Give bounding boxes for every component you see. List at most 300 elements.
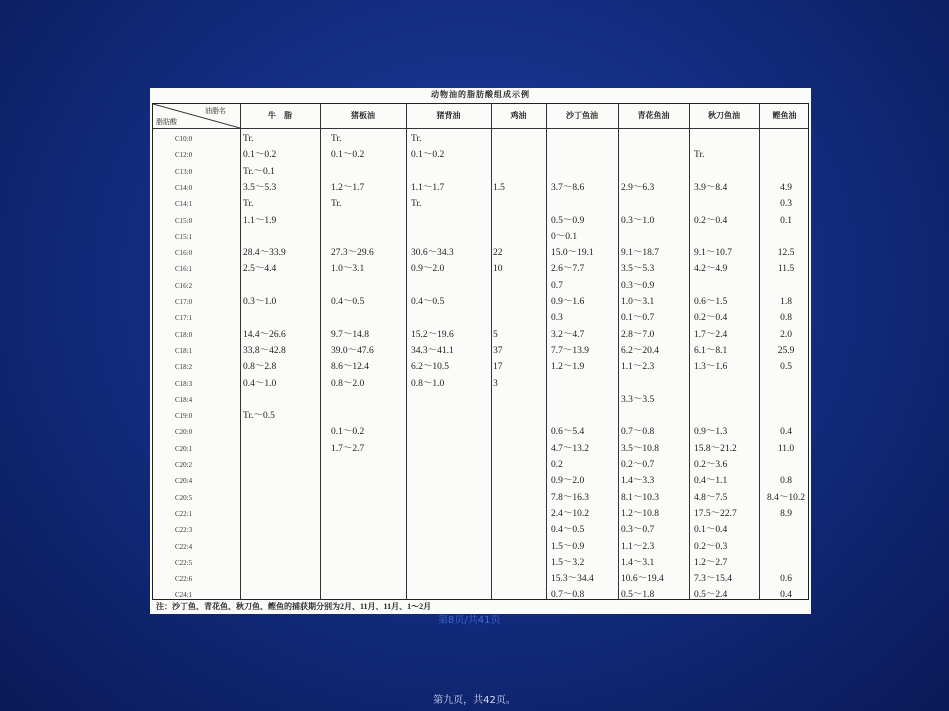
table-cell — [621, 408, 687, 424]
table-cell — [764, 408, 808, 424]
table-cell: 1.4～3.1 — [621, 557, 655, 568]
table-cell — [411, 164, 481, 180]
table-cell — [411, 424, 481, 440]
table-cell — [411, 473, 481, 489]
header-divider — [153, 128, 808, 129]
table-cell: 0.5 — [780, 362, 792, 373]
table-cell: 8.9 — [780, 508, 792, 519]
table-cell: 0.8～2.0 — [331, 378, 365, 389]
document-page-indicator: 第8页/共41页 — [438, 615, 501, 626]
fatty-acid-label: C14:1 — [175, 200, 193, 209]
table-cell — [621, 376, 687, 392]
table-cell — [621, 196, 687, 212]
table-cell: 33.8～42.8 — [243, 345, 286, 356]
table-cell — [764, 147, 808, 163]
table-cell: 4.9 — [780, 182, 792, 193]
fatty-acid-label: C20:2 — [175, 461, 193, 469]
table-cell — [243, 441, 315, 457]
table-row — [153, 213, 808, 229]
table-cell — [694, 229, 760, 245]
table-cell — [331, 490, 403, 506]
table-cell: 6.2～20.4 — [621, 345, 660, 356]
table-cell: 2.0 — [780, 329, 792, 340]
table-cell: 0.4～0.5 — [411, 297, 445, 307]
table-cell: 0～0.1 — [551, 231, 578, 242]
column-header-lard-leaf: 猪板油 — [351, 111, 375, 120]
table-cell: 7.3～15.4 — [694, 574, 733, 585]
table-cell: 1.1～2.3 — [621, 541, 655, 552]
column-header-sardine-oil: 沙丁鱼油 — [566, 111, 598, 120]
table-cell — [411, 441, 481, 457]
table-cell: 1.2～1.9 — [551, 362, 585, 373]
table-cell — [331, 310, 403, 326]
table-cell — [243, 310, 315, 326]
table-cell: 1.5～0.9 — [551, 541, 585, 552]
table-cell: 1.1～1.7 — [411, 182, 445, 193]
table-cell — [243, 555, 315, 571]
table-cell: 30.6～34.3 — [411, 248, 454, 259]
table-cell: 2.5～4.4 — [243, 264, 277, 275]
table-cell — [694, 376, 760, 392]
table-row — [153, 147, 808, 163]
table-cell — [493, 424, 533, 440]
table-cell: 11.5 — [777, 264, 795, 275]
table-cell — [243, 506, 315, 522]
table-cell — [411, 408, 481, 424]
table-cell — [493, 490, 533, 506]
table-cell: 0.5～2.4 — [694, 590, 728, 601]
table-cell: 1.7～2.7 — [331, 443, 365, 454]
table-cell — [493, 392, 533, 408]
table-cell — [331, 392, 403, 408]
fatty-acid-label: C20:1 — [175, 444, 193, 453]
table-cell — [331, 539, 403, 555]
table-cell — [493, 571, 533, 587]
table-cell: 37 — [493, 345, 503, 356]
table-cell: 3.7～8.6 — [551, 182, 585, 193]
table-cell — [551, 196, 617, 212]
table-cell: 0.1～0.2 — [411, 150, 445, 161]
fatty-acid-label: C18:0 — [175, 330, 193, 339]
table-cell — [411, 522, 481, 538]
table-cell — [493, 539, 533, 555]
table-cell: 0.4～0.5 — [331, 297, 365, 307]
fatty-acid-label: C15:1 — [175, 232, 193, 241]
fatty-acid-label: C16:1 — [175, 265, 193, 274]
table-cell: 0.3～1.0 — [243, 297, 277, 307]
table-cell — [493, 147, 533, 163]
table-cell — [493, 441, 533, 457]
table-cell: Tr. — [694, 150, 705, 161]
column-header-bonito-oil: 鲣鱼油 — [772, 111, 797, 120]
table-row — [153, 522, 808, 538]
table-cell — [493, 196, 533, 212]
table-cell — [331, 408, 403, 424]
table-cell — [764, 392, 808, 408]
fatty-acid-label: C15:0 — [175, 216, 193, 225]
fatty-acid-label: C16:2 — [175, 281, 193, 290]
table-cell: 1.1～2.3 — [621, 362, 655, 373]
fatty-acid-label: C17:1 — [175, 314, 193, 323]
table-cell: 0.6～5.4 — [551, 427, 585, 438]
table-row — [153, 261, 808, 277]
table-cell — [764, 278, 808, 294]
table-cell — [493, 131, 533, 147]
table-cell: 0.8 — [780, 313, 792, 324]
table-cell: 1.2～2.7 — [694, 557, 728, 568]
table-cell — [243, 539, 315, 555]
table-cell: 15.0～19.1 — [551, 248, 594, 259]
table-cell: 0.1～0.2 — [331, 427, 365, 438]
table-row — [153, 327, 808, 343]
table-cell: 14.4～26.6 — [243, 329, 286, 340]
fatty-acid-label: C22:5 — [175, 558, 193, 567]
fatty-acid-label: C18:1 — [175, 346, 193, 355]
table-cell: 0.9～2.0 — [551, 476, 585, 487]
fatty-acid-label: C14:0 — [175, 183, 193, 192]
table-cell: 2.4～10.2 — [551, 508, 590, 519]
table-cell — [411, 571, 481, 587]
table-cell — [551, 131, 617, 147]
table-cell: 17 — [493, 362, 503, 373]
table-cell: 0.1～0.7 — [621, 313, 655, 324]
table-cell: 0.4～1.0 — [243, 378, 277, 389]
table-cell — [694, 164, 760, 180]
table-cell: 12.5 — [777, 248, 795, 259]
table-cell: 10.6～19.4 — [621, 574, 664, 585]
table-cell: 6.2～10.5 — [411, 362, 450, 373]
table-cell: 0.9～2.0 — [411, 264, 445, 275]
table-row — [153, 359, 808, 375]
table-cell — [243, 424, 315, 440]
table-cell: 1.7～2.4 — [694, 329, 728, 340]
table-cell — [243, 392, 315, 408]
table-row — [153, 343, 808, 359]
table-cell — [243, 473, 315, 489]
table-cell — [694, 196, 760, 212]
table-cell — [411, 278, 481, 294]
table-cell: 3.3～3.5 — [621, 394, 655, 405]
table-cell — [493, 310, 533, 326]
table-cell: 1.2～10.8 — [621, 508, 660, 519]
fatty-acid-label: C17:0 — [175, 298, 193, 306]
table-cell — [551, 408, 617, 424]
table-cell — [411, 539, 481, 555]
table-cell: 39.0～47.6 — [331, 345, 374, 356]
table-cell: 0.4～1.1 — [694, 476, 728, 487]
table-cell — [493, 278, 533, 294]
table-cell: 9.1～10.7 — [694, 248, 733, 259]
table-cell: 3 — [493, 378, 498, 389]
table-row — [153, 473, 808, 489]
table-cell: 0.9～1.6 — [551, 297, 585, 307]
table-cell — [694, 131, 760, 147]
table-cell: 0.1～0.4 — [694, 525, 728, 536]
table-cell — [621, 147, 687, 163]
table-cell: 22 — [493, 248, 503, 259]
table-cell: Tr.～0.1 — [243, 166, 275, 177]
table-cell: 0.7～0.8 — [551, 590, 585, 601]
table-cell — [243, 229, 315, 245]
table-cell — [694, 278, 760, 294]
table-cell — [331, 522, 403, 538]
column-header-lard-back: 猪背油 — [436, 111, 461, 120]
table-cell: 0.5～0.9 — [551, 215, 585, 226]
table-cell — [764, 555, 808, 571]
table-cell — [331, 473, 403, 489]
table-cell: 1.0～3.1 — [331, 264, 365, 275]
fatty-acid-label: C20:4 — [175, 477, 193, 486]
table-cell: 27.3～29.6 — [331, 248, 374, 259]
fatty-acid-label: C13:0 — [175, 167, 193, 176]
table-cell: 0.7 — [551, 280, 563, 291]
table-cell: 6.1～8.1 — [694, 345, 728, 356]
fatty-acid-label: C22:1 — [175, 509, 193, 518]
table-cell — [331, 213, 403, 229]
column-header-mackerel-oil: 青花鱼油 — [637, 111, 670, 120]
table-cell — [764, 376, 808, 392]
table-cell: 0.1～0.2 — [243, 150, 277, 161]
table-cell: 0.4 — [780, 427, 792, 438]
table-cell: 1.3～1.6 — [694, 362, 728, 373]
table-cell: 1.2～1.7 — [331, 182, 365, 193]
table-cell: 34.3～41.1 — [411, 345, 454, 356]
table-cell — [493, 408, 533, 424]
fatty-acid-label: C22:4 — [175, 542, 193, 551]
fatty-acid-label: C22:6 — [175, 575, 193, 584]
table-cell: 3.5～10.8 — [621, 443, 660, 454]
table-cell: 1.4～3.3 — [621, 476, 655, 487]
table-cell: 0.6～1.5 — [694, 297, 728, 307]
table-cell: 2.9～6.3 — [621, 182, 655, 193]
table-cell: 3.5～5.3 — [243, 182, 277, 193]
fatty-acid-label: C10:0 — [175, 135, 193, 143]
corner-header-oil: 油脂名 — [205, 107, 226, 115]
table-cell — [493, 522, 533, 538]
table-cell — [411, 555, 481, 571]
table-cell: 0.3～1.0 — [621, 215, 655, 226]
fatty-acid-label: C18:3 — [175, 379, 193, 388]
table-cell — [243, 278, 315, 294]
table-cell: 0.8～1.0 — [411, 378, 445, 389]
table-cell — [621, 229, 687, 245]
table-cell — [493, 473, 533, 489]
table-cell: 0.4～0.5 — [551, 525, 585, 536]
table-cell — [243, 571, 315, 587]
table-cell: 4.2～4.9 — [694, 264, 728, 275]
table-cell — [493, 294, 533, 310]
table-cell: 1.5～3.2 — [551, 557, 585, 568]
table-cell: 0.3 — [551, 313, 563, 324]
table-cell: 0.2～3.6 — [694, 460, 728, 470]
table-cell — [411, 457, 481, 473]
table-cell — [331, 164, 403, 180]
table-title: 动物油的脂肪酸组成示例 — [431, 90, 530, 99]
table-cell — [551, 164, 617, 180]
table-cell: 0.7～0.8 — [621, 427, 655, 438]
corner-header-fatty-acid: 脂肪酸 — [156, 118, 177, 126]
table-cell — [411, 229, 481, 245]
table-cell — [411, 490, 481, 506]
table-row — [153, 245, 808, 261]
table-cell — [764, 522, 808, 538]
table-cell — [551, 392, 617, 408]
table-cell — [694, 392, 760, 408]
fatty-acid-label: C16:0 — [175, 249, 193, 258]
table-row — [153, 490, 808, 506]
table-cell: 25.9 — [777, 345, 795, 356]
table-cell — [621, 131, 687, 147]
fatty-acid-label: C18:2 — [175, 363, 193, 372]
table-cell: 2.8～7.0 — [621, 329, 655, 340]
table-cell: 7.8～16.3 — [551, 492, 590, 503]
table-row — [153, 180, 808, 196]
table-cell: Tr. — [411, 134, 422, 144]
table-row — [153, 392, 808, 408]
table-cell: 4.7～13.2 — [551, 443, 590, 454]
table-cell: 15.2～19.6 — [411, 329, 454, 340]
table-cell — [551, 376, 617, 392]
table-row — [153, 310, 808, 326]
table-cell: 15.8～21.2 — [694, 443, 737, 454]
table-row — [153, 555, 808, 571]
table-cell: 5 — [493, 329, 498, 340]
table-cell: Tr. — [331, 199, 342, 210]
table-cell: 10 — [493, 264, 503, 275]
slide-page-footer: 第九页，共42页。 — [433, 695, 516, 706]
table-cell — [331, 278, 403, 294]
table-cell — [493, 229, 533, 245]
table-row — [153, 196, 808, 212]
table-cell — [411, 392, 481, 408]
table-cell — [331, 555, 403, 571]
table-cell — [551, 147, 617, 163]
fatty-acid-label: C19:0 — [175, 412, 193, 421]
column-header-saury-oil: 秋刀鱼油 — [708, 111, 740, 120]
table-cell — [411, 506, 481, 522]
table-cell: 0.2～0.4 — [694, 313, 728, 324]
table-cell — [764, 164, 808, 180]
table-cell: 9.7～14.8 — [331, 329, 370, 340]
table-cell — [411, 213, 481, 229]
table-row — [153, 539, 808, 555]
table-cell: 0.8～2.8 — [243, 362, 277, 373]
table-cell — [493, 506, 533, 522]
table-cell — [493, 164, 533, 180]
table-cell: 0.3 — [780, 199, 792, 210]
table-cell: 1.0～3.1 — [621, 297, 655, 307]
table-row — [153, 457, 808, 473]
table-cell — [493, 555, 533, 571]
table-row — [153, 294, 808, 310]
fatty-acid-label: C12:0 — [175, 151, 193, 160]
table-cell — [493, 587, 533, 603]
table-cell — [411, 310, 481, 326]
table-cell: 3.2～4.7 — [551, 329, 585, 340]
table-cell: 28.4～33.9 — [243, 248, 286, 259]
table-cell: 8.6～12.4 — [331, 362, 370, 373]
table-cell: 1.8 — [780, 297, 792, 307]
table-cell — [764, 539, 808, 555]
table-cell: 9.1～18.7 — [621, 248, 660, 259]
table-cell: 0.5～1.8 — [621, 590, 655, 601]
table-cell: 8.4～10.2 — [766, 492, 805, 503]
table-cell: 3.9～8.4 — [694, 182, 728, 193]
table-row — [153, 229, 808, 245]
table-cell — [331, 571, 403, 587]
table-cell: Tr. — [331, 134, 342, 144]
table-cell: 15.3～34.4 — [551, 574, 594, 585]
table-row — [153, 424, 808, 440]
table-cell: Tr. — [243, 134, 254, 144]
table-cell: 0.9～1.3 — [694, 427, 728, 438]
table-cell: Tr. — [411, 199, 422, 210]
table-cell: 17.5～22.7 — [694, 508, 737, 519]
table-cell: 0.2～0.3 — [694, 541, 728, 552]
table-cell: 0.2～0.4 — [694, 215, 728, 226]
column-header-beef-tallow: 牛 脂 — [268, 111, 292, 120]
table-scan-image — [150, 88, 811, 614]
table-cell — [493, 213, 533, 229]
table-cell: 0.1 — [780, 215, 792, 226]
table-cell: 11.0 — [777, 443, 795, 454]
table-cell: Tr. — [243, 199, 254, 210]
table-cell: 1.1～1.9 — [243, 215, 277, 226]
table-cell — [764, 131, 808, 147]
fatty-acid-table — [152, 103, 809, 600]
table-cell: 0.2～0.7 — [621, 460, 655, 470]
fatty-acid-label: C22:3 — [175, 526, 193, 535]
table-row — [153, 408, 808, 424]
table-cell — [493, 457, 533, 473]
table-cell: 1.5 — [493, 182, 505, 193]
table-row — [153, 278, 808, 294]
fatty-acid-label: C20:5 — [175, 493, 193, 502]
fatty-acid-label: C20:0 — [175, 428, 193, 437]
table-cell: 4.8～7.5 — [694, 492, 728, 503]
table-cell — [331, 506, 403, 522]
table-cell: 0.3～0.9 — [621, 280, 655, 291]
table-cell: 8.1～10.3 — [621, 492, 660, 503]
table-footnote: 注：沙丁鱼、青花鱼、秋刀鱼、鲣鱼的捕获期分别为2月、11月、11月、1～2月 — [156, 602, 432, 611]
table-row — [153, 376, 808, 392]
table-cell: 0.3～0.7 — [621, 525, 655, 536]
table-cell: 0.2 — [551, 460, 563, 470]
table-row — [153, 441, 808, 457]
table-cell: 7.7～13.9 — [551, 345, 590, 356]
table-cell: 0.4 — [780, 590, 792, 601]
table-cell — [621, 164, 687, 180]
fatty-acid-label: C24:1 — [175, 591, 193, 600]
table-cell — [694, 408, 760, 424]
table-cell — [764, 457, 808, 473]
table-row — [153, 506, 808, 522]
fatty-acid-label: C18:4 — [175, 395, 193, 404]
table-cell — [243, 457, 315, 473]
table-cell: 0.8 — [780, 476, 792, 487]
table-row — [153, 571, 808, 587]
table-cell: 0.1～0.2 — [331, 150, 365, 161]
table-cell — [331, 457, 403, 473]
table-cell: 2.6～7.7 — [551, 264, 585, 275]
table-cell — [764, 229, 808, 245]
table-cell — [331, 229, 403, 245]
table-row — [153, 131, 808, 147]
table-row — [153, 164, 808, 180]
table-cell: 3.5～5.3 — [621, 264, 655, 275]
table-cell — [243, 490, 315, 506]
table-cell: 0.6 — [780, 574, 792, 585]
